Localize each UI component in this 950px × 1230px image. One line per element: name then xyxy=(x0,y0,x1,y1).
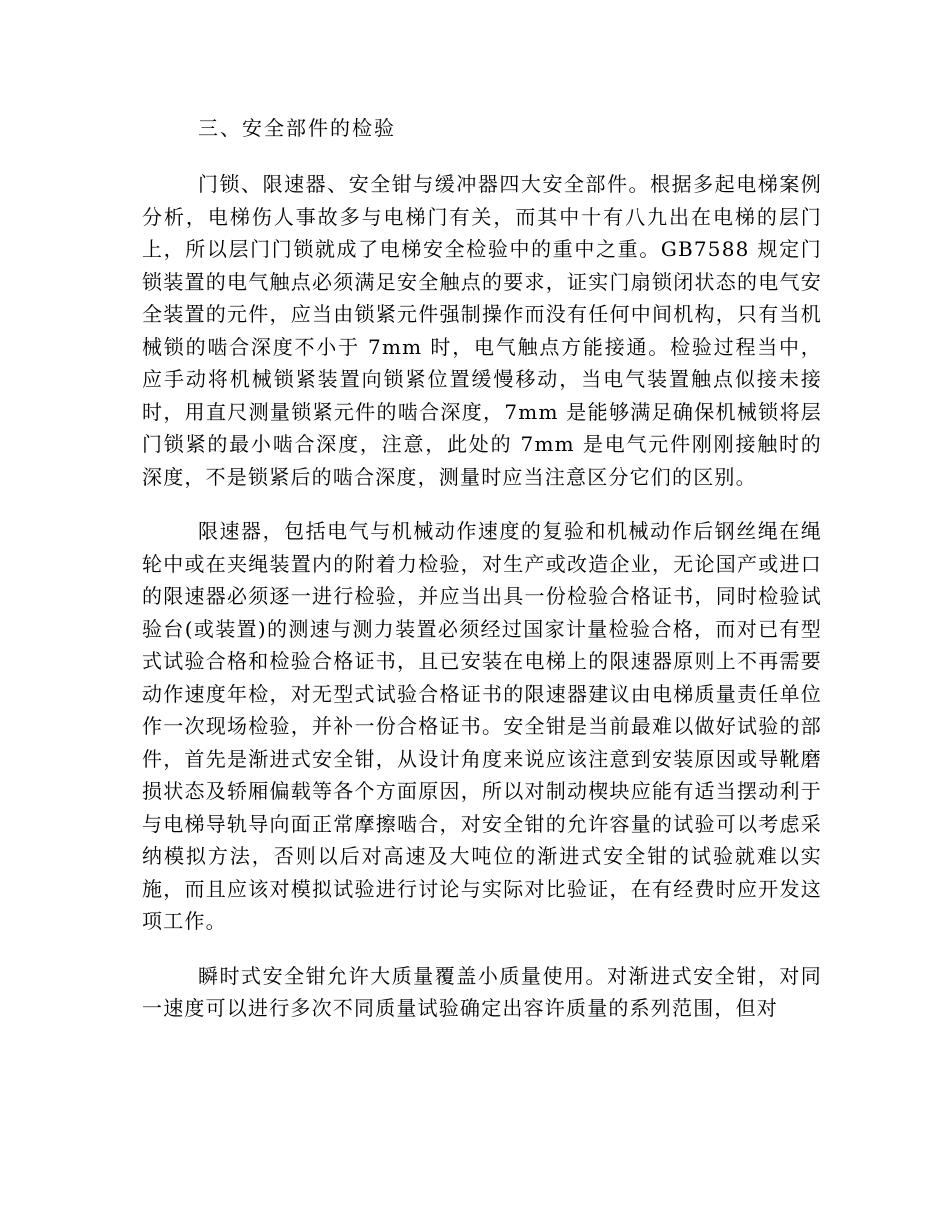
document-body xyxy=(142,112,822,1025)
paragraph-speed-governor: 限速器，包括电气与机械动作速度的复验和机械动作后钢丝绳在绳轮中或在夹绳装置内的附着力检验，对生产或改造企业，无论国产或进口的限速器必须逐一进行检验，并应当出具一份检验合格证书，同时检验试验台(或装置)的测速与测力装置必须经过国家计量检验合格，而对已有型式试验合格和检验合格证书，且已安装在电梯上的限速器原则上不再需要动作速度年检，对无型式试验合格证书的限速器建议由电梯质量责任单位作一次现场检验，并补一份合格证书。安全钳是当前最难以做好试验的部件，首先是渐进式安全钳，从设计角度来说应该注意到安装原因或导靴磨损状态及轿厢偏载等各个方面原因，所以对制动楔块应能有适当摆动利于与电梯导轨导向面正常摩擦啮合，对安全钳的允许容量的试验可以考虑采纳模拟方法，否则以后对高速及大吨位的渐进式安全钳的试验就难以实施，而且应该对模拟试验进行讨论与实际对比验证，在有经费时应开发这项工作。 xyxy=(142,519,822,933)
paragraph-door-locks: 门锁、限速器、安全钳与缓冲器四大安全部件。根据多起电梯案例分析，电梯伤人事故多与电梯门有关，而其中十有八九出在电梯的层门上，所以层门门锁就成了电梯安全检验中的重中之重。GB7588 规定门锁装置的电气触点必须满足安全触点的要求，证实门扇锁闭状态的电气安全装置的元件，应当由锁紧元件强制操作而没有任何中间机构，只有当机械锁的啮合深度不小于 7mm 时，电气触点方能接通。检验过程当中，应手动将机械锁紧装置向锁紧位置缓慢移动，当电气装置触点似接未接时，用直尺测量锁紧元件的啮合深度，7mm 是能够满足确保机械锁将层门锁紧的最小啮合深度，注意，此处的 7mm 是电气元件刚刚接触时的深度，不是锁紧后的啮合深度，测量时应当注意区分它们的区别。 xyxy=(142,172,822,489)
paragraph-instant-safety-gear: 瞬时式安全钳允许大质量覆盖小质量使用。对渐进式安全钳，对同一速度可以进行多次不同质量试验确定出容许质量的系列范围，但对 xyxy=(142,963,822,1020)
section-heading: 三、安全部件的检验 xyxy=(198,116,396,140)
